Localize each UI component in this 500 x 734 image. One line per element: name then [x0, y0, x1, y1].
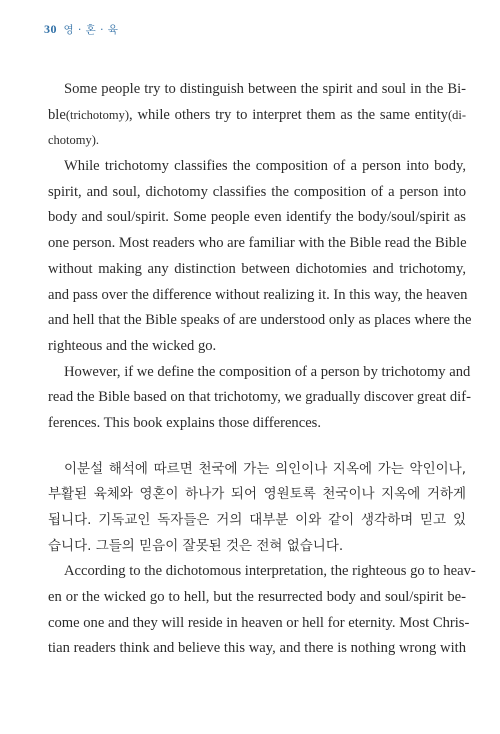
paragraph-line: one person. Most readers who are familiar with the Bible read the Bible	[48, 235, 467, 252]
body-text	[48, 77, 476, 662]
paragraph-line: read the Bible based on that trichotomy, we gradually discover great dif-	[48, 389, 471, 406]
paragraph-line: According to the dichotomous interpretation, the righteous go to heav-	[64, 563, 476, 580]
text-span: ble	[48, 106, 66, 123]
paragraph-line: and pass over the difference without realizing it. In this way, the heaven	[48, 286, 468, 303]
korean-line: 됩니다. 기독교인 독자들은 거의 대부분 이와 같이 생각하며 믿고 있	[48, 512, 466, 528]
paragraph-line: tian readers think and believe this way, and there is nothing wrong with	[48, 640, 466, 657]
paragraph-line: body and soul/spirit. Some people even identify the body/soul/spirit as	[48, 209, 466, 226]
paragraph-line: While trichotomy classifies the composition of a person into body,	[64, 158, 466, 175]
korean-line: 습니다. 그들의 믿음이 잘못된 것은 전혀 없습니다.	[48, 537, 344, 554]
page-number: 30	[44, 22, 57, 36]
paragraph-line: en or the wicked go to hell, but the resurrected body and soul/spirit be-	[48, 589, 466, 606]
running-head-title: 영 · 혼 · 육	[63, 24, 119, 36]
text-span: , while others try to interpret them as the same entity	[129, 106, 448, 123]
paragraph-line: come one and they will reside in heaven or hell for eternity. Most Chris-	[48, 614, 470, 631]
paragraph-gap	[48, 437, 466, 457]
korean-line: 이분설 해석에 따르면 천국에 가는 의인이나 지옥에 가는 악인이나,	[64, 460, 466, 477]
korean-line: 부활된 육체와 영혼이 하나가 되어 영원토록 천국이나 지옥에 거하게	[48, 486, 466, 503]
paragraph-line: spirit, and soul, dichotomy classifies the composition of a person into	[48, 183, 466, 200]
inline-note: (di-	[447, 107, 466, 122]
paragraph-line: righteous and the wicked go.	[48, 337, 217, 354]
paragraph-line	[48, 103, 466, 129]
inline-note: (trichotomy)	[65, 107, 130, 122]
paragraph-line: ferences. This book explains those differences.	[48, 414, 322, 431]
running-head	[44, 22, 118, 37]
paragraph-line: Some people try to distinguish between the spirit and soul in the Bi-	[64, 81, 466, 97]
paragraph-line: However, if we define the composition of a person by trichotomy and	[64, 363, 471, 380]
paragraph-line: chotomy).	[48, 133, 100, 148]
paragraph-line: without making any distinction between dichotomies and trichotomy,	[48, 260, 466, 277]
paragraph-line: and hell that the Bible speaks of are understood only as places where the	[48, 312, 472, 329]
